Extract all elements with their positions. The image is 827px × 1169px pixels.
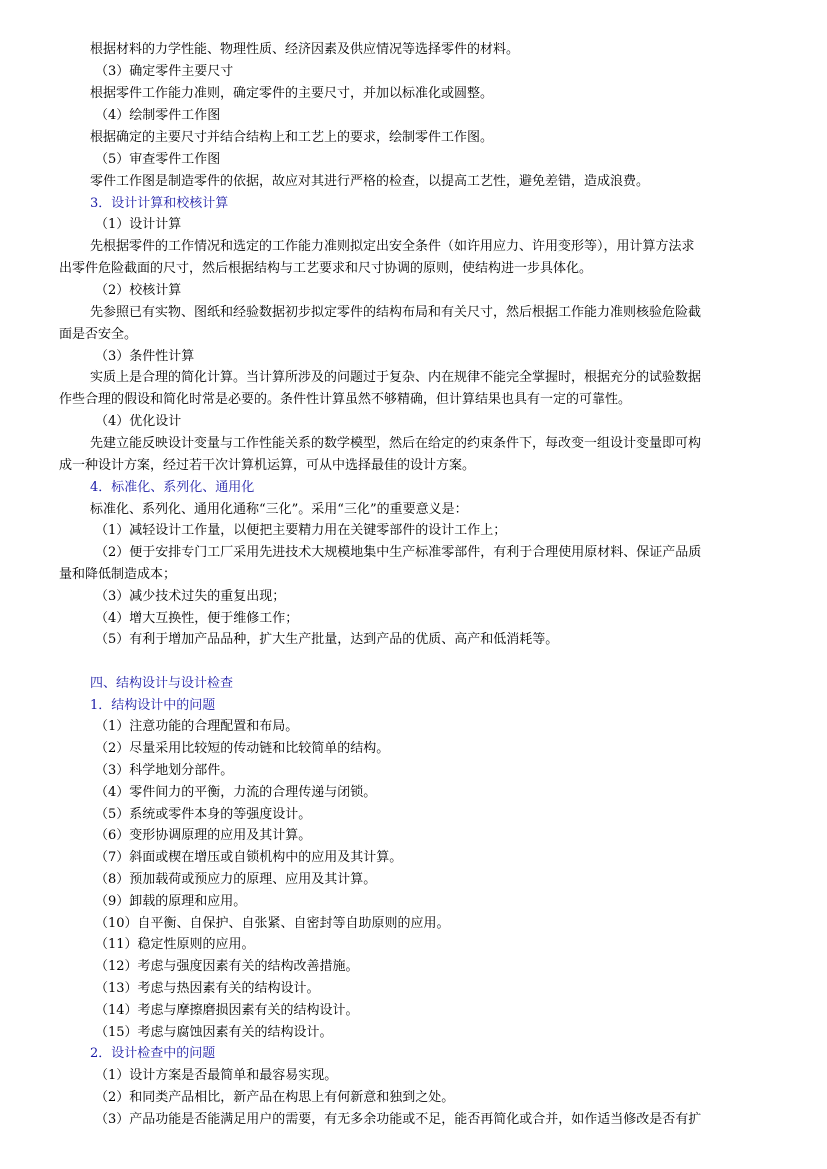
list-item: （10）自平衡、自保护、自张紧、自密封等自助原则的应用。 — [95, 916, 450, 931]
subheading: （2）校核计算 — [95, 283, 182, 298]
subheading: （4）优化设计 — [95, 414, 182, 429]
list-item: （2）便于安排专门工厂采用先进技术大规模地集中生产标准零部件，有利于合理使用原材料、保证产品质 — [95, 545, 702, 560]
subheading: （3）条件性计算 — [95, 349, 195, 364]
list-item: （6）变形协调原理的应用及其计算。 — [95, 828, 312, 843]
subheading: （4）绘制零件工作图 — [95, 108, 221, 123]
paragraph-text: 先参照已有实物、图纸和经验数据初步拟定零件的结构布局和有关尺寸，然后根据工作能力准则核验危险截 — [90, 305, 702, 320]
paragraph-text: 零件工作图是制造零件的依据，故应对其进行严格的检查，以提高工艺性，避免差错，造成浪费。 — [90, 174, 650, 189]
paragraph-text: 成一种设计方案，经过若干次计算机运算，可从中选择最佳的设计方案。 — [59, 458, 476, 473]
list-item: （2）和同类产品相比，新产品在构思上有何新意和独到之处。 — [95, 1090, 455, 1105]
paragraph-text: 面是否安全。 — [59, 327, 138, 342]
list-item: （1）设计方案是否最简单和最容易实现。 — [95, 1068, 338, 1083]
paragraph-text: 出零件危险截面的尺寸，然后根据结构与工艺要求和尺寸协调的原则，使结构进一步具体化。 — [59, 261, 593, 276]
list-item: （12）考虑与强度因素有关的结构改善措施。 — [95, 959, 359, 974]
paragraph-text: 根据确定的主要尺寸并结合结构上和工艺上的要求，绘制零件工作图。 — [90, 130, 494, 145]
paragraph-text: 先建立能反映设计变量与工作性能关系的数学模型，然后在给定的约束条件下，每改变一组设计变量即可构 — [90, 436, 702, 451]
list-item: （1）注意功能的合理配置和布局。 — [95, 719, 299, 734]
section-heading: 2．设计检查中的问题 — [90, 1046, 216, 1061]
paragraph-text: 根据材料的力学性能、物理性质、经济因素及供应情况等选择零件的材料。 — [90, 42, 520, 57]
list-item: （14）考虑与摩擦磨损因素有关的结构设计。 — [95, 1003, 359, 1018]
list-item: （3）科学地划分部件。 — [95, 763, 234, 778]
list-item: （7）斜面或楔在增压或自锁机构中的应用及其计算。 — [95, 850, 403, 865]
paragraph-text: 先根据零件的工作情况和选定的工作能力准则拟定出安全条件（如许用应力、许用变形等），用计算方法求 — [90, 239, 695, 254]
list-item: （2）尽量采用比较短的传动链和比较简单的结构。 — [95, 741, 390, 756]
list-item: （3）产品功能是否能满足用户的需要，有无多余功能或不足，能否再简化或合并，如作适当修改是否有扩 — [95, 1112, 702, 1127]
paragraph-text: 标准化、系列化、通用化通称“三化”。采用“三化”的重要意义是： — [90, 502, 468, 517]
chapter-heading: 四、结构设计与设计检查 — [90, 676, 234, 691]
list-item: （9）卸载的原理和应用。 — [95, 894, 247, 909]
list-item: （4）增大互换性，便于维修工作； — [95, 611, 299, 626]
paragraph-text: 根据零件工作能力准则，确定零件的主要尺寸，并加以标准化或圆整。 — [90, 86, 494, 101]
list-item: （1）减轻设计工作量，以便把主要精力用在关键零部件的设计工作上； — [95, 523, 507, 538]
subheading: （5）审查零件工作图 — [95, 152, 221, 167]
paragraph-text: 实质上是合理的简化计算。当计算所涉及的问题过于复杂、内在规律不能完全掌握时，根据充分的试验数据 — [90, 370, 702, 385]
list-item: （11）稳定性原则的应用。 — [95, 937, 255, 952]
list-item: （8）预加载荷或预应力的原理、应用及其计算。 — [95, 872, 377, 887]
list-item: （5）系统或零件本身的等强度设计。 — [95, 807, 312, 822]
section-heading: 3．设计计算和校核计算 — [90, 196, 229, 211]
section-heading: 4．标准化、系列化、通用化 — [90, 480, 255, 495]
list-item: （4）零件间力的平衡，力流的合理传递与闭锁。 — [95, 785, 377, 800]
list-item: 量和降低制造成本； — [59, 567, 177, 582]
paragraph-text: 作些合理的假设和简化时常是必要的。条件性计算虽然不够精确，但计算结果也具有一定的可靠性。 — [59, 392, 632, 407]
list-item: （15）考虑与腐蚀因素有关的结构设计。 — [95, 1025, 333, 1040]
list-item: （13）考虑与热因素有关的结构设计。 — [95, 981, 320, 996]
subheading: （3）确定零件主要尺寸 — [95, 64, 234, 79]
list-item: （5）有利于增加产品品种，扩大生产批量，达到产品的优质、高产和低消耗等。 — [95, 632, 559, 647]
subheading: （1）设计计算 — [95, 217, 182, 232]
section-heading: 1．结构设计中的问题 — [90, 698, 216, 713]
list-item: （3）减少技术过失的重复出现； — [95, 589, 286, 604]
